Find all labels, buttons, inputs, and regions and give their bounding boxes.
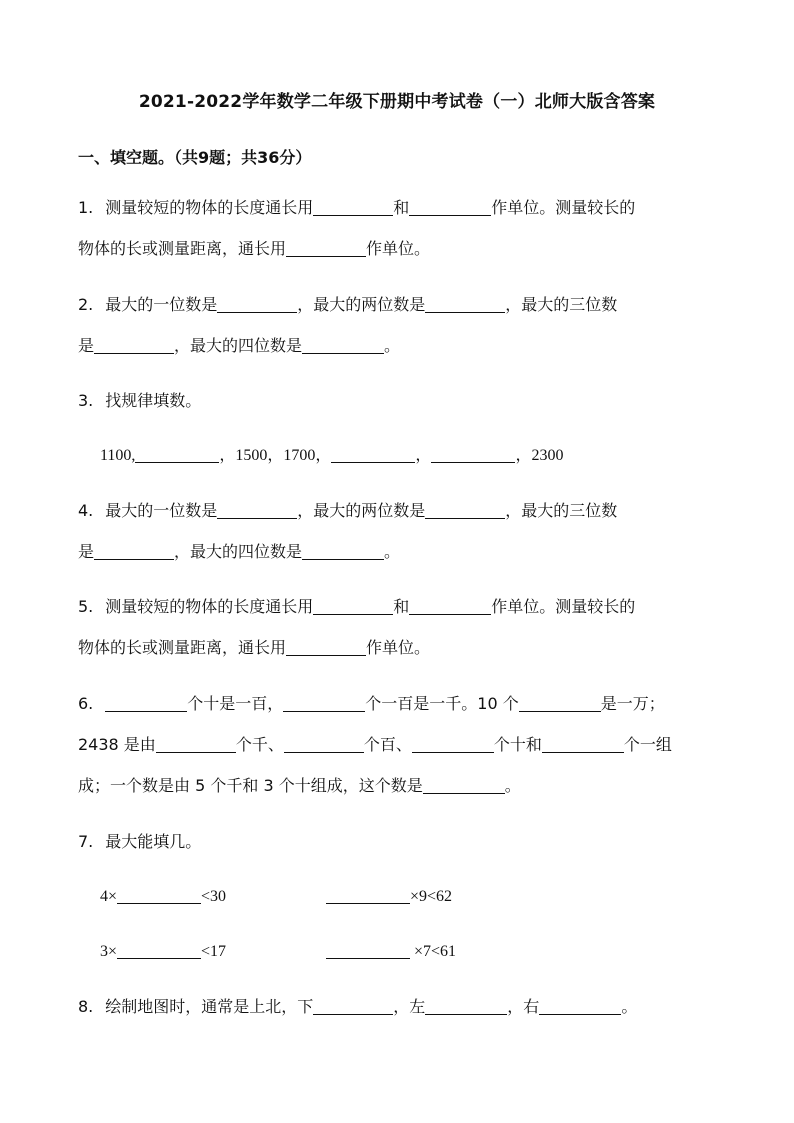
answer-blank[interactable] xyxy=(105,695,187,712)
answer-blank[interactable] xyxy=(156,736,236,753)
question-1-line-2: 物体的长或测量距离，通长用 作单位。 xyxy=(78,239,431,258)
question-3-sequence: 1100, ，1500，1700， ， ，2300 xyxy=(100,447,564,464)
answer-blank[interactable] xyxy=(539,998,621,1015)
question-6-line-3: 成；一个数是由 5 个千和 3 个十组成，这个数是 。 xyxy=(78,776,521,795)
answer-blank[interactable] xyxy=(283,695,365,712)
question-4-line-1: 4. 最大的一位数是 ，最大的两位数是 ，最大的三位数 xyxy=(78,501,618,520)
question-5-line-1: 5. 测量较短的物体的长度通长用 和 作单位。测量较长的 xyxy=(78,597,636,616)
answer-blank[interactable] xyxy=(423,777,505,794)
question-number: 6. xyxy=(78,694,94,713)
question-7-row-2-left: 3× <17 xyxy=(100,943,227,960)
answer-blank[interactable] xyxy=(425,296,505,313)
question-1-line-1: 1. 测量较短的物体的长度通长用 和 作单位。测量较长的 xyxy=(78,198,636,217)
answer-blank[interactable] xyxy=(326,887,410,904)
answer-blank[interactable] xyxy=(302,543,384,560)
question-number: 3. xyxy=(78,391,94,410)
answer-blank[interactable] xyxy=(542,736,624,753)
answer-blank[interactable] xyxy=(313,998,393,1015)
answer-blank[interactable] xyxy=(425,502,505,519)
answer-blank[interactable] xyxy=(313,199,393,216)
answer-blank[interactable] xyxy=(286,639,366,656)
question-4-line-2: 是 ，最大的四位数是 。 xyxy=(78,542,401,561)
question-5-line-2: 物体的长或测量距离，通长用 作单位。 xyxy=(78,638,431,657)
answer-blank[interactable] xyxy=(117,942,201,959)
answer-blank[interactable] xyxy=(286,240,366,257)
question-2-line-1: 2. 最大的一位数是 ，最大的两位数是 ，最大的三位数 xyxy=(78,295,618,314)
question-7-row-1-left: 4× <30 xyxy=(100,888,227,905)
question-number: 7. xyxy=(78,832,94,851)
answer-blank[interactable] xyxy=(135,446,219,463)
question-number: 2. xyxy=(78,295,94,314)
page-title: 2021-2022学年数学二年级下册期中考试卷（一）北师大版含答案 xyxy=(138,92,656,112)
answer-blank[interactable] xyxy=(326,942,410,959)
answer-blank[interactable] xyxy=(217,296,297,313)
question-number: 5. xyxy=(78,597,94,616)
answer-blank[interactable] xyxy=(412,736,494,753)
answer-blank[interactable] xyxy=(94,337,174,354)
answer-blank[interactable] xyxy=(217,502,297,519)
question-number: 1. xyxy=(78,198,94,217)
question-7-line-1: 7. 最大能填几。 xyxy=(78,832,202,851)
question-6-line-1: 6. 个十是一百， 个一百是一千。10 个 是一万； xyxy=(78,694,665,713)
question-2-line-2: 是 ，最大的四位数是 。 xyxy=(78,336,401,355)
answer-blank[interactable] xyxy=(117,887,201,904)
answer-blank[interactable] xyxy=(284,736,364,753)
answer-blank[interactable] xyxy=(431,446,515,463)
answer-blank[interactable] xyxy=(302,337,384,354)
question-number: 4. xyxy=(78,501,94,520)
question-number: 8. xyxy=(78,997,94,1016)
answer-blank[interactable] xyxy=(313,598,393,615)
answer-blank[interactable] xyxy=(94,543,174,560)
answer-blank[interactable] xyxy=(331,446,415,463)
answer-blank[interactable] xyxy=(409,598,491,615)
question-7-row-1-right: ×9<62 xyxy=(326,886,452,908)
answer-blank[interactable] xyxy=(519,695,601,712)
question-7-row-2-right: ×7<61 xyxy=(326,941,456,963)
question-3-line-1: 3. 找规律填数。 xyxy=(78,391,202,410)
answer-blank[interactable] xyxy=(425,998,507,1015)
question-8-line-1: 8. 绘制地图时，通常是上北，下 ，左 ，右 。 xyxy=(78,997,638,1016)
question-6-line-2: 2438 是由 个千、 个百、 个十和 个一组 xyxy=(78,735,672,754)
answer-blank[interactable] xyxy=(409,199,491,216)
section-heading: 一、填空题。（共9题；共36分） xyxy=(78,148,312,167)
